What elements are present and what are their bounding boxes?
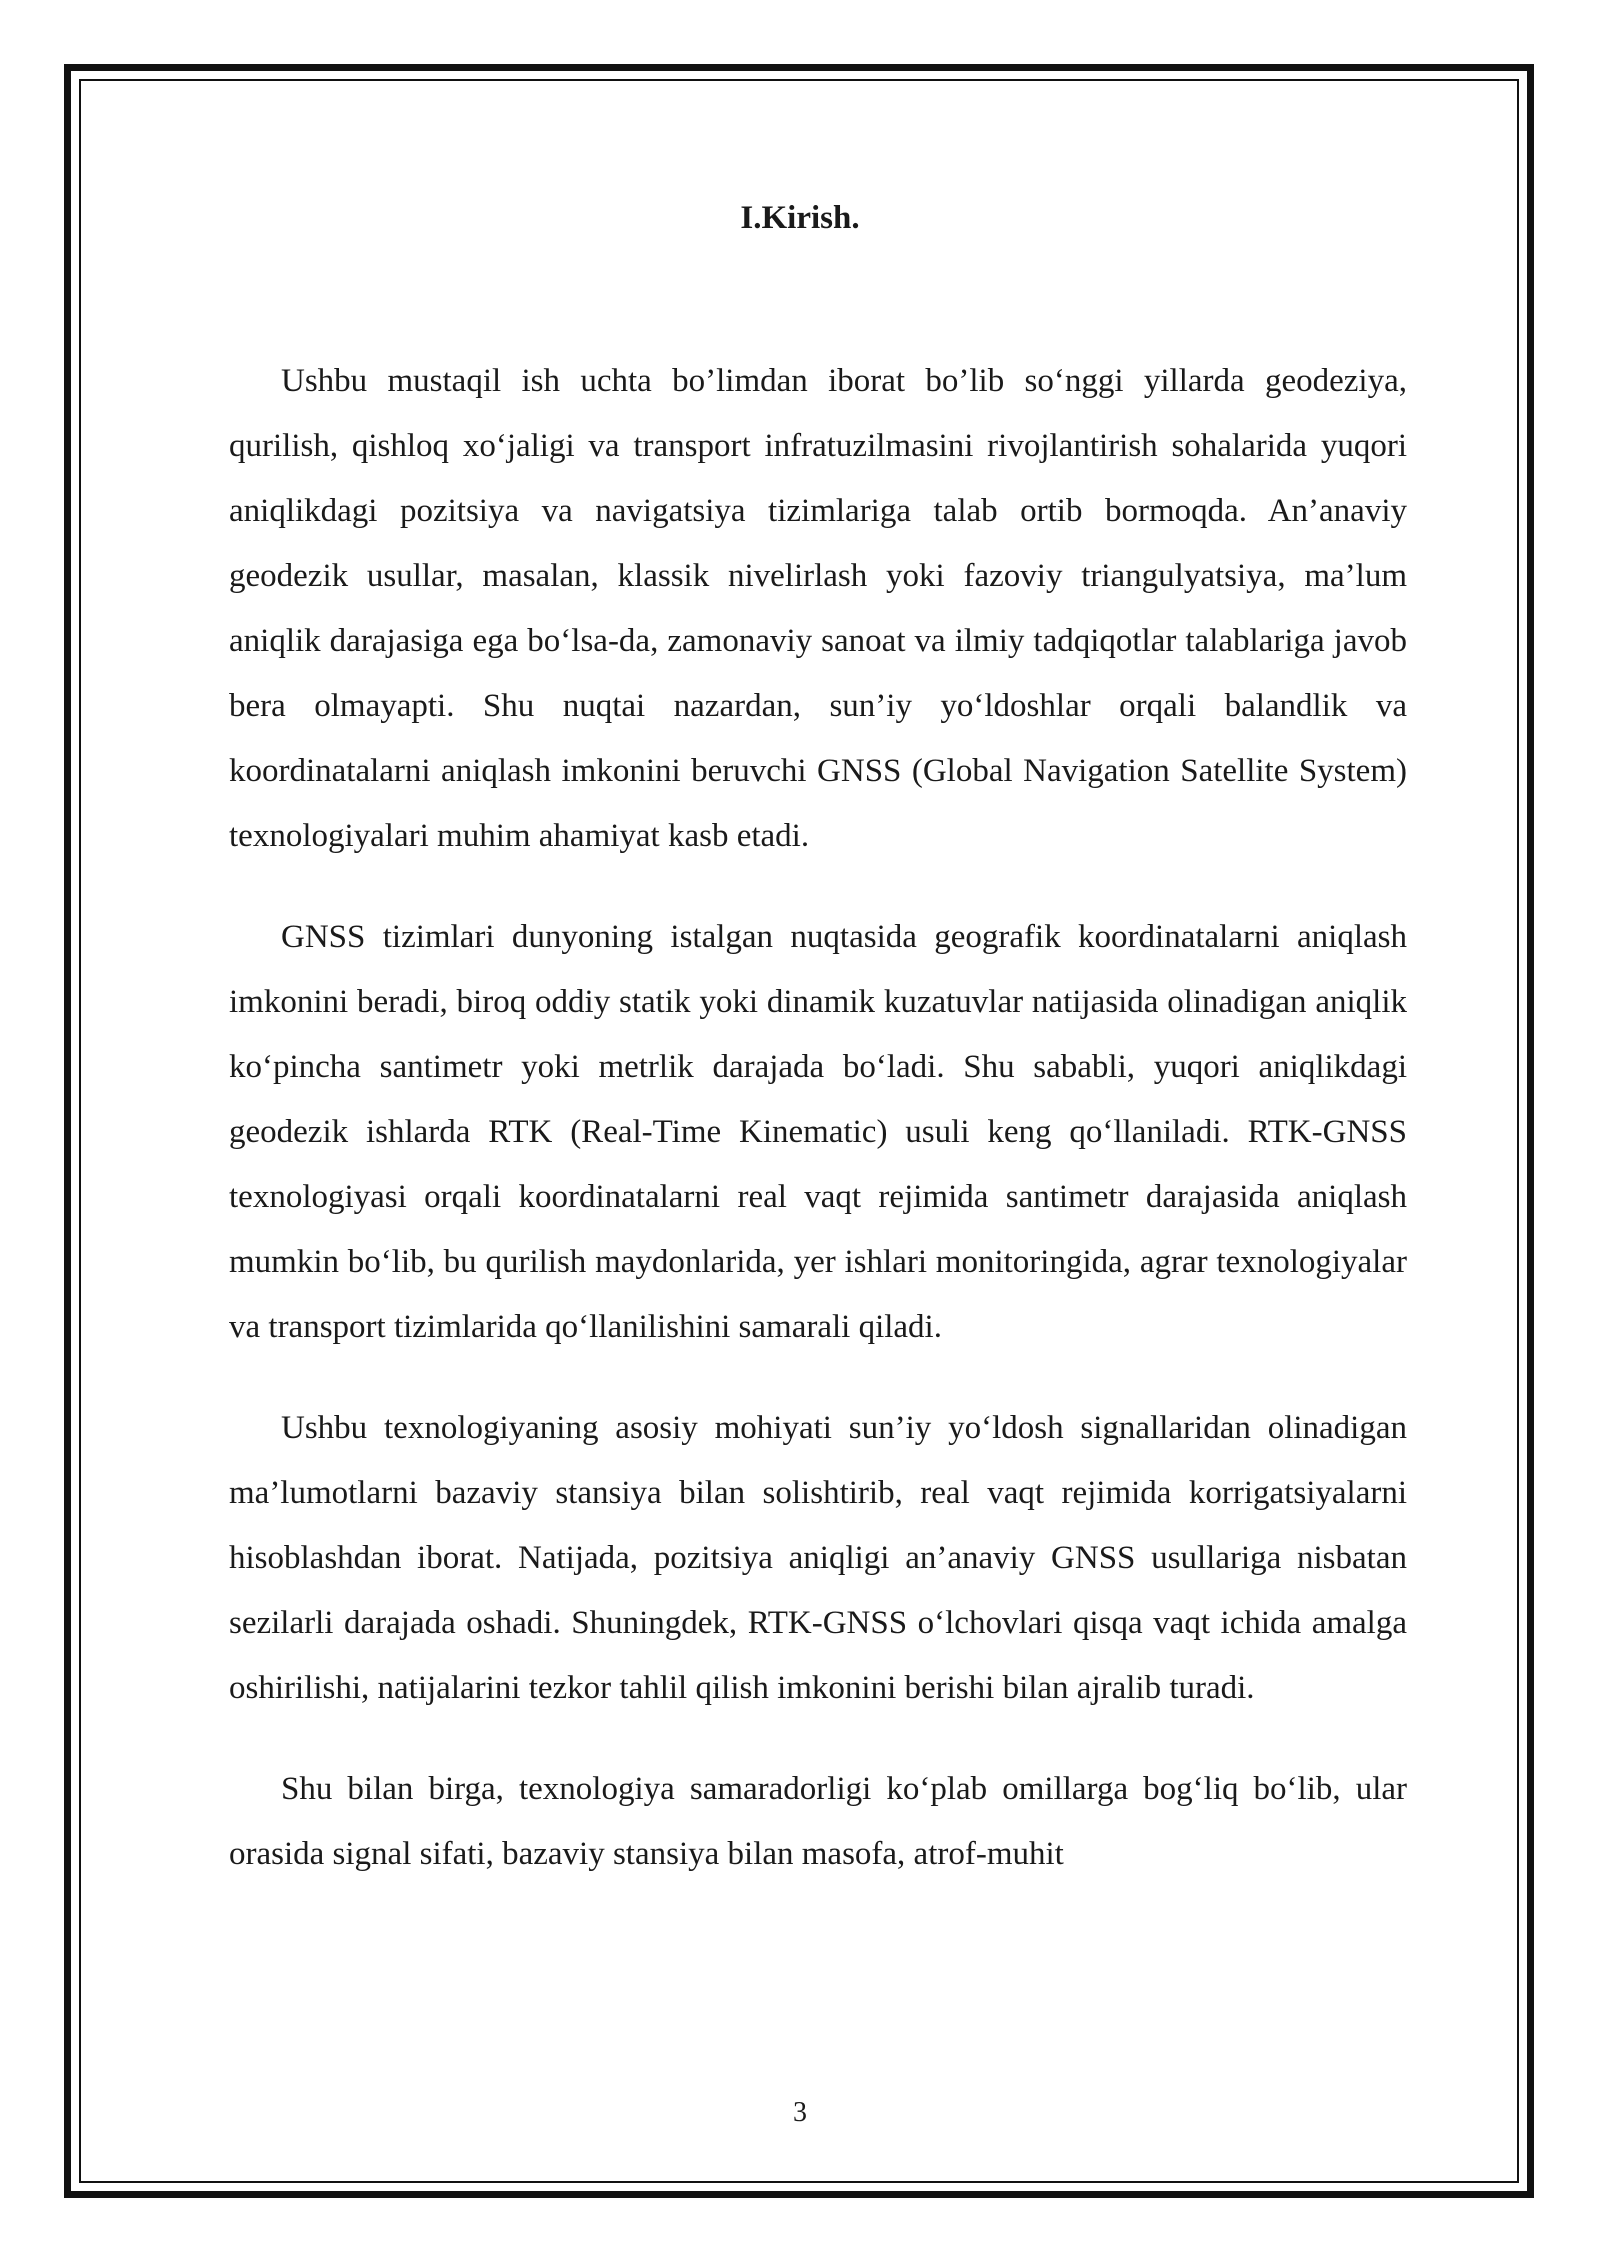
paragraph-1: Ushbu mustaqil ish uchta bo’limdan iborat bo’lib so‘nggi yillarda geodeziya, qurilish, qishloq xo‘jaligi va transport infratuzilmasini rivojlantirish sohalarida yuqori aniqlikdagi pozitsiya va navigatsiya tizimlariga talab ortib bormoqda. An’anaviy geodezik usullar, masalan, klassik nivelirlash yoki fazoviy triangulyatsiya, ma’lum aniqlik darajasiga ega bo‘lsa-da, zamonaviy sanoat va ilmiy tadqiqotlar talablariga javob bera olmayapti. Shu nuqtai nazardan, sun’iy yo‘ldoshlar orqali balandlik va koordinatalarni aniqlash imkonini beruvchi GNSS (Global Navigation Satellite System) texnologiyalari muhim ahamiyat kasb etadi. xyxy=(229,363,1407,854)
section-title: I.Kirish. xyxy=(740,200,860,236)
page-number: 3 xyxy=(793,2097,807,2128)
paragraph-3: Ushbu texnologiyaning asosiy mohiyati sun’iy yo‘ldosh signallaridan olinadigan ma’lumotlarni bazaviy stansiya bilan solishtirib, real vaqt rejimida korrigatsiyalarni hisoblashdan iborat. Natijada, pozitsiya aniqligi an’anaviy GNSS usullariga nisbatan sezilarli darajada oshadi. Shuningdek, RTK-GNSS o‘lchovlari qisqa vaqt ichida amalga oshirilishi, natijalarini tezkor tahlil qilish imkonini berishi bilan ajralib turadi. xyxy=(229,1410,1407,1706)
paragraph-2: GNSS tizimlari dunyoning istalgan nuqtasida geografik koordinatalarni aniqlash imkonini beradi, biroq oddiy statik yoki dinamik kuzatuvlar natijasida olinadigan aniqlik ko‘pincha santimetr yoki metrlik darajada bo‘ladi. Shu sababli, yuqori aniqlikdagi geodezik ishlarda RTK (Real-Time Kinematic) usuli keng qo‘llaniladi. RTK-GNSS texnologiyasi orqali koordinatalarni real vaqt rejimida santimetr darajasida aniqlash mumkin bo‘lib, bu qurilish maydonlarida, yer ishlari monitoringida, agrar texnologiyalar va transport tizimlarida qo‘llanilishini samarali qiladi. xyxy=(229,919,1407,1345)
paragraph-4: Shu bilan birga, texnologiya samaradorligi ko‘plab omillarga bog‘liq bo‘lib, ular orasida signal sifati, bazaviy stansiya bilan masofa, atrof-muhit xyxy=(229,1771,1407,1872)
body-text xyxy=(229,349,1407,1923)
